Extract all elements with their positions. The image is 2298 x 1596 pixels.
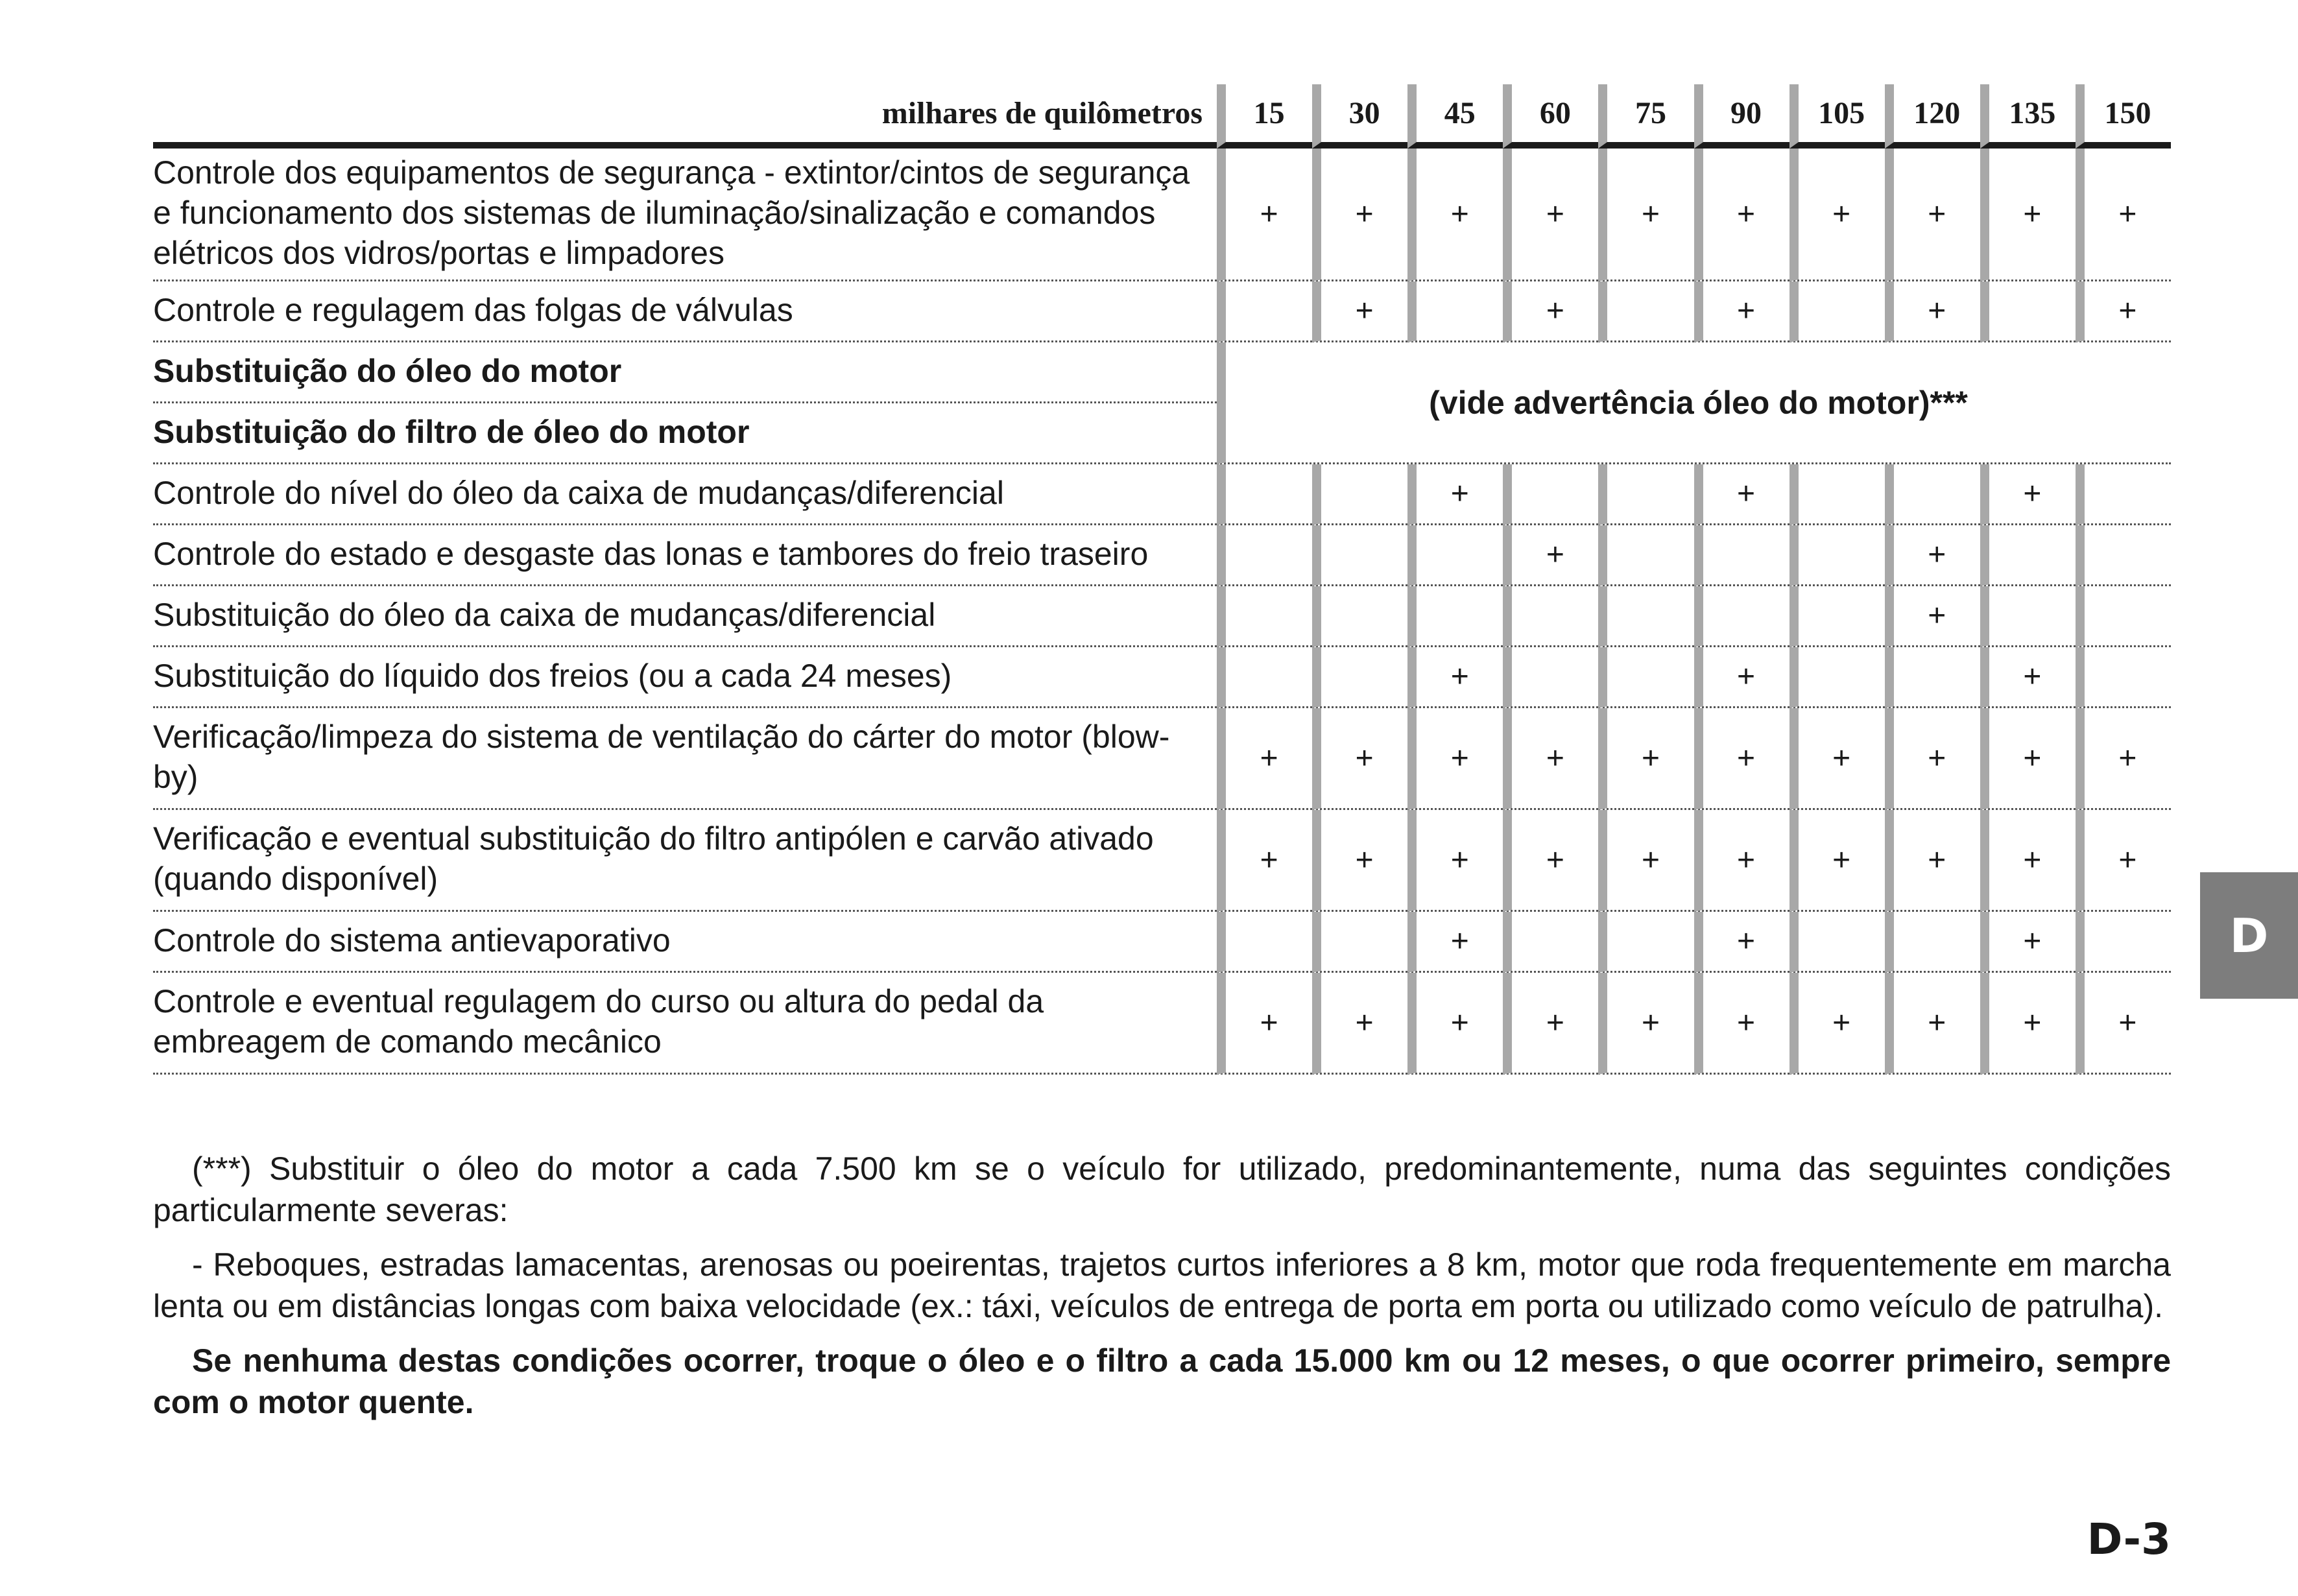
row-mark <box>1598 912 1694 973</box>
header-label: milhares de quilômetros <box>153 84 1217 149</box>
km-header: 135 <box>1980 84 2076 149</box>
row-mark <box>1217 912 1312 973</box>
row-mark: + <box>1694 647 1789 708</box>
row-mark <box>1217 281 1312 342</box>
row-mark: + <box>1694 973 1789 1075</box>
row-mark <box>1789 586 1885 647</box>
row-mark <box>1503 912 1598 973</box>
row-mark: + <box>1503 708 1598 810</box>
row-mark: + <box>1503 810 1598 912</box>
row-mark <box>1312 912 1407 973</box>
row-mark <box>1217 647 1312 708</box>
row-mark: + <box>1407 973 1503 1075</box>
km-header: 105 <box>1789 84 1885 149</box>
footnotes <box>153 1148 2171 1436</box>
row-mark <box>1980 586 2076 647</box>
table-row <box>153 281 2171 342</box>
row-mark <box>1694 586 1789 647</box>
km-header: 15 <box>1217 84 1312 149</box>
row-mark <box>1217 525 1312 586</box>
km-header: 90 <box>1694 84 1789 149</box>
row-mark: + <box>1407 464 1503 525</box>
section-tab: D <box>2200 872 2298 999</box>
km-header: 60 <box>1503 84 1598 149</box>
table-row <box>153 647 2171 708</box>
row-mark <box>1789 281 1885 342</box>
row-mark: + <box>1789 810 1885 912</box>
row-mark <box>1980 281 2076 342</box>
row-mark <box>1694 525 1789 586</box>
row-mark <box>2076 647 2171 708</box>
row-description: Controle e regulagem das folgas de válvulas <box>153 281 1217 342</box>
row-description: Substituição do óleo da caixa de mudanças/diferencial <box>153 586 1217 647</box>
row-mark <box>1885 647 1980 708</box>
row-mark: + <box>1980 973 2076 1075</box>
row-mark: + <box>1789 708 1885 810</box>
row-mark: + <box>1503 281 1598 342</box>
row-mark: + <box>1694 912 1789 973</box>
row-mark: + <box>1598 973 1694 1075</box>
table-row <box>153 464 2171 525</box>
row-mark: + <box>1312 973 1407 1075</box>
row-description: Verificação e eventual substituição do filtro antipólen e carvão ativado (quando disponível) <box>153 810 1217 912</box>
km-header: 75 <box>1598 84 1694 149</box>
row-mark: + <box>1980 912 2076 973</box>
row-mark <box>2076 586 2171 647</box>
row-mark: + <box>1694 281 1789 342</box>
row-mark <box>2076 525 2171 586</box>
row-mark <box>1789 647 1885 708</box>
row-mark: + <box>1694 708 1789 810</box>
km-header: 150 <box>2076 84 2171 149</box>
row-mark: + <box>1217 973 1312 1075</box>
row-mark: + <box>2076 708 2171 810</box>
table-row <box>153 342 2171 403</box>
row-mark <box>1312 525 1407 586</box>
row-mark: + <box>1694 464 1789 525</box>
row-mark: + <box>1885 973 1980 1075</box>
table-row <box>153 525 2171 586</box>
row-mark: + <box>1407 912 1503 973</box>
row-mark: + <box>1407 708 1503 810</box>
row-mark: + <box>1217 708 1312 810</box>
row-description: Controle do sistema antievaporativo <box>153 912 1217 973</box>
row-mark: + <box>1407 810 1503 912</box>
row-mark: + <box>1598 708 1694 810</box>
maintenance-table <box>153 84 2171 1075</box>
row-description: Substituição do líquido dos freios (ou a cada 24 meses) <box>153 647 1217 708</box>
row-mark: + <box>1694 149 1789 281</box>
row-mark <box>1312 586 1407 647</box>
row-mark <box>1407 281 1503 342</box>
table-row <box>153 708 2171 810</box>
row-mark: + <box>1312 281 1407 342</box>
footnote-examples: - Reboques, estradas lamacentas, arenosas ou poeirentas, trajetos curtos inferiores a 8 km, motor que roda frequentemente em marcha lenta ou em distâncias longas com baixa velocidade (ex.: táxi, veículos de entrega de porta em porta ou utilizado como veículo de patrulha). <box>153 1246 2171 1324</box>
row-description: Substituição do óleo do motor <box>153 342 1217 403</box>
row-description: Controle e eventual regulagem do curso ou altura do pedal da embreagem de comando mecânico <box>153 973 1217 1075</box>
row-mark: + <box>1789 973 1885 1075</box>
row-mark: + <box>1789 149 1885 281</box>
table-row <box>153 810 2171 912</box>
row-mark <box>1503 647 1598 708</box>
km-header: 120 <box>1885 84 1980 149</box>
row-mark <box>2076 464 2171 525</box>
row-mark <box>1885 464 1980 525</box>
row-mark: + <box>1598 810 1694 912</box>
row-mark <box>1789 464 1885 525</box>
row-mark: + <box>1980 708 2076 810</box>
row-mark <box>1598 525 1694 586</box>
oil-warning-note: (vide advertência óleo do motor)*** <box>1217 342 2171 464</box>
row-mark: + <box>2076 149 2171 281</box>
row-mark: + <box>1407 647 1503 708</box>
row-mark: + <box>1885 708 1980 810</box>
table-row <box>153 586 2171 647</box>
row-mark <box>1980 525 2076 586</box>
row-mark: + <box>1503 525 1598 586</box>
km-header: 30 <box>1312 84 1407 149</box>
table-row <box>153 973 2171 1075</box>
row-mark: + <box>1980 464 2076 525</box>
row-mark <box>1885 912 1980 973</box>
row-mark: + <box>1885 525 1980 586</box>
row-mark <box>1789 525 1885 586</box>
row-mark: + <box>1312 810 1407 912</box>
row-mark: + <box>1217 149 1312 281</box>
row-mark <box>1598 647 1694 708</box>
row-mark <box>1217 464 1312 525</box>
footnote-severe-conditions: (***) Substituir o óleo do motor a cada 7.500 km se o veículo for utilizado, predominantemente, numa das seguintes condições particularmente severas: <box>153 1150 2171 1228</box>
row-mark: + <box>2076 281 2171 342</box>
row-mark: + <box>1503 149 1598 281</box>
page-number: D-3 <box>2087 1514 2171 1564</box>
row-mark <box>1503 586 1598 647</box>
row-mark: + <box>2076 810 2171 912</box>
row-mark: + <box>1885 810 1980 912</box>
row-description: Controle do estado e desgaste das lonas e tambores do freio traseiro <box>153 525 1217 586</box>
row-mark <box>1217 586 1312 647</box>
row-mark: + <box>1598 149 1694 281</box>
row-mark <box>1598 586 1694 647</box>
row-mark <box>1407 586 1503 647</box>
row-mark: + <box>1217 810 1312 912</box>
row-mark: + <box>2076 973 2171 1075</box>
row-mark <box>1789 912 1885 973</box>
row-mark: + <box>1885 149 1980 281</box>
footnote-normal-interval: Se nenhuma destas condições ocorrer, troque o óleo e o filtro a cada 15.000 km ou 12 meses, o que ocorrer primeiro, sempre com o motor quente. <box>153 1342 2171 1420</box>
row-mark: + <box>1885 586 1980 647</box>
table-row <box>153 149 2171 281</box>
table-row <box>153 912 2171 973</box>
row-mark <box>1312 647 1407 708</box>
row-description: Substituição do filtro de óleo do motor <box>153 403 1217 464</box>
row-mark: + <box>1407 149 1503 281</box>
row-mark: + <box>1980 647 2076 708</box>
row-mark: + <box>1312 708 1407 810</box>
row-description: Verificação/limpeza do sistema de ventilação do cárter do motor (blow-by) <box>153 708 1217 810</box>
row-mark <box>1407 525 1503 586</box>
row-mark: + <box>1312 149 1407 281</box>
row-mark <box>1503 464 1598 525</box>
row-mark <box>1598 464 1694 525</box>
row-mark <box>2076 912 2171 973</box>
row-mark: + <box>1980 810 2076 912</box>
row-mark <box>1312 464 1407 525</box>
row-description: Controle dos equipamentos de segurança - extintor/cintos de segurança e funcionamento dos sistemas de iluminação/sinalização e comandos elétricos dos vidros/portas e limpadores <box>153 149 1217 281</box>
km-header: 45 <box>1407 84 1503 149</box>
row-description: Controle do nível do óleo da caixa de mudanças/diferencial <box>153 464 1217 525</box>
row-mark: + <box>1980 149 2076 281</box>
row-mark: + <box>1694 810 1789 912</box>
row-mark <box>1598 281 1694 342</box>
table-header-row <box>153 84 2171 149</box>
row-mark: + <box>1885 281 1980 342</box>
row-mark: + <box>1503 973 1598 1075</box>
